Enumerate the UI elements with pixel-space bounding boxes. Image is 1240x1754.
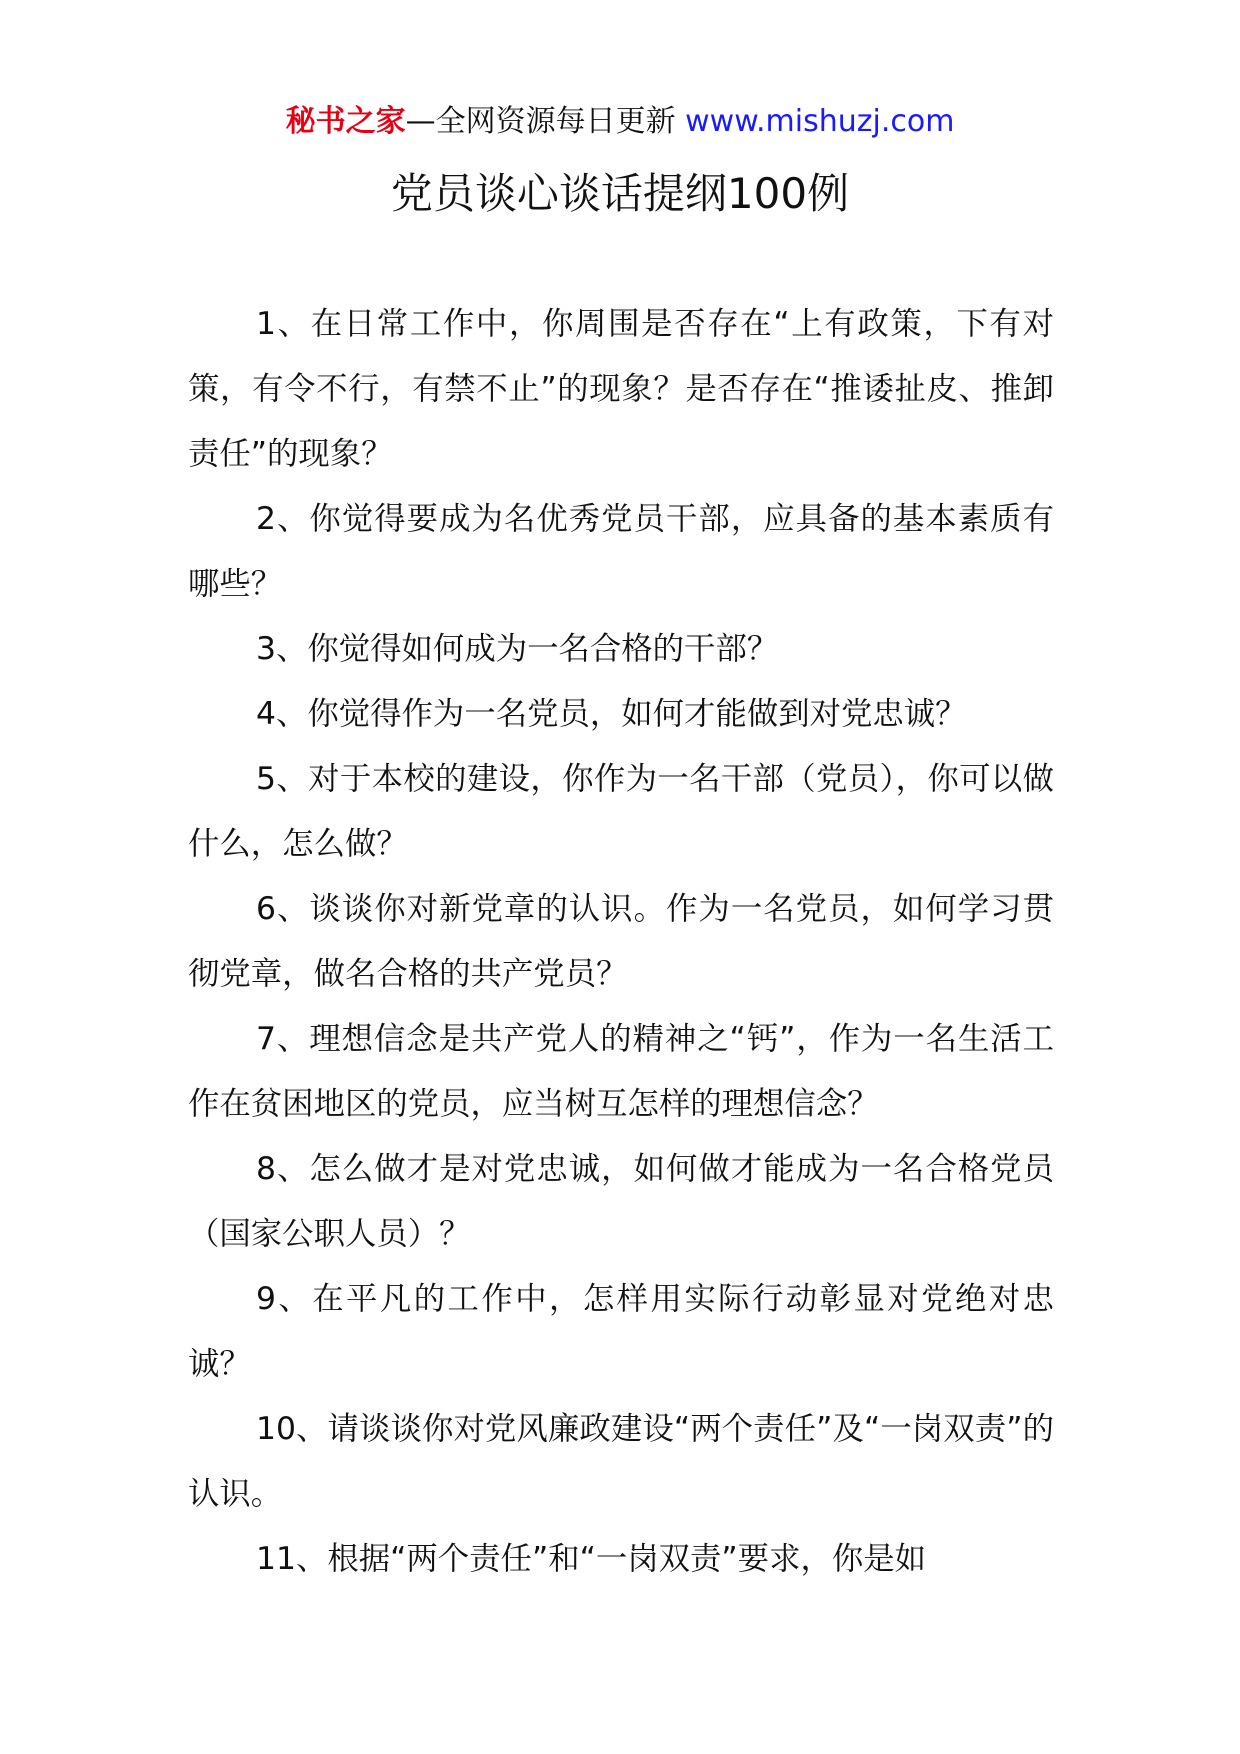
site-url-link[interactable]: www.mishuzj.com [685,104,955,139]
list-item-8: 8、怎么做才是对党忠诚，如何做才能成为一名合格党员（国家公职人员）？ [188,1151,1054,1252]
list-item-10: 10、请谈谈你对党风廉政建设“两个责任”及“一岗双责”的认识。 [188,1411,1054,1512]
list-item-2: 2、你觉得要成为名优秀党员干部，应具备的基本素质有哪些？ [188,501,1054,602]
list-item-7: 7、理想信念是共产党人的精神之“钙”，作为一名生活工作在贫困地区的党员，应当树互怎样的理想信念？ [188,1021,1054,1122]
document-title: 党员谈心谈话提纲100例 [390,169,850,218]
brand-name: 秘书之家 [285,104,406,139]
list-item-5: 5、对于本校的建设，你作为一名干部（党员），你可以做什么，怎么做？ [188,761,1054,862]
list-item-9: 9、在平凡的工作中，怎样用实际行动彰显对党绝对忠诚？ [188,1281,1054,1382]
list-item-1: 1、在日常工作中，你周围是否存在“上有政策，下有对策，有令不行，有禁不止”的现象？是否存在“推诿扯皮、推卸责任”的现象？ [188,306,1054,472]
list-item-4: 4、你觉得作为一名党员，如何才能做到对党忠诚？ [256,696,967,732]
document-body [188,292,1054,1592]
list-item-11: 11、根据“两个责任”和“一岗双责”要求，你是如 [256,1541,927,1577]
list-item-6: 6、谈谈你对新党章的认识。作为一名党员，如何学习贯彻党章，做名合格的共产党员？ [188,891,1054,992]
list-item-3: 3、你觉得如何成为一名合格的干部？ [256,631,779,667]
site-header [0,100,1240,144]
site-slogan: —全网资源每日更新 [405,104,686,139]
